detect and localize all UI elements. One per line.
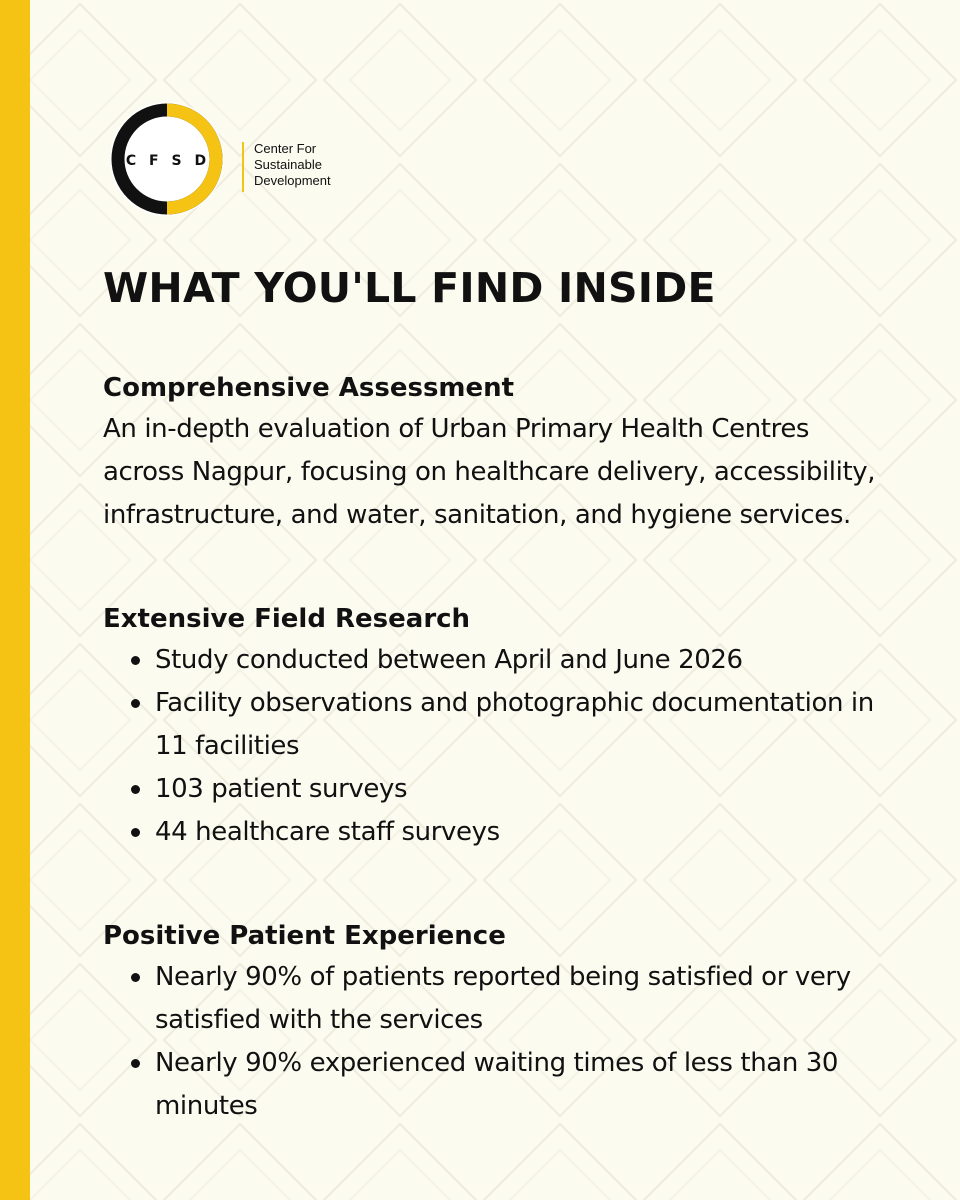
main-content <box>103 262 903 1190</box>
cfsd-logo <box>108 100 348 218</box>
list-item <box>103 682 903 768</box>
bullet-icon <box>131 656 140 665</box>
accent-side-bar <box>0 0 30 1200</box>
bullet-icon <box>131 828 140 837</box>
section-heading: Positive Patient Experience <box>103 921 506 951</box>
list-item-text: 44 healthcare staff surveys <box>155 817 500 847</box>
logo-divider <box>242 142 244 192</box>
list-item <box>103 768 903 811</box>
section-extensive-field-research <box>103 599 903 854</box>
organization-name-line-1: Center For <box>254 141 317 156</box>
bullet-list <box>103 639 903 854</box>
section-body: An in-depth evaluation of Urban Primary Health Centres across Nagpur, focusing on healthcare delivery, accessibility, infrastructure, and water, sanitation, and hygiene services. <box>103 414 876 530</box>
list-item-text: Study conducted between April and June 2026 <box>155 645 743 675</box>
svg-text:C F S D: C F S D <box>125 153 211 169</box>
bullet-icon <box>131 1059 140 1068</box>
section-heading: Extensive Field Research <box>103 604 471 634</box>
list-item <box>103 811 903 854</box>
list-item <box>103 639 903 682</box>
list-item-text: Nearly 90% experienced waiting times of less than 30 minutes <box>155 1048 839 1121</box>
bullet-icon <box>131 785 140 794</box>
section-comprehensive-assessment <box>103 368 903 537</box>
section-positive-patient-experience <box>103 916 903 1128</box>
list-item-text: Nearly 90% of patients reported being satisfied or very satisfied with the services <box>155 962 851 1035</box>
bullet-list <box>103 956 903 1128</box>
list-item <box>103 956 903 1042</box>
page-title: WHAT YOU'LL FIND INSIDE <box>103 264 716 312</box>
list-item-text: Facility observations and photographic documentation in 11 facilities <box>155 688 874 761</box>
list-item-text: 103 patient surveys <box>155 774 408 804</box>
bullet-icon <box>131 699 140 708</box>
list-item <box>103 1042 903 1128</box>
organization-name-line-3: Development <box>254 173 331 188</box>
organization-name-line-2: Sustainable <box>254 157 322 172</box>
logo-initials-text <box>108 100 226 218</box>
organization-name <box>254 141 331 189</box>
bullet-icon <box>131 973 140 982</box>
section-heading: Comprehensive Assessment <box>103 373 515 403</box>
